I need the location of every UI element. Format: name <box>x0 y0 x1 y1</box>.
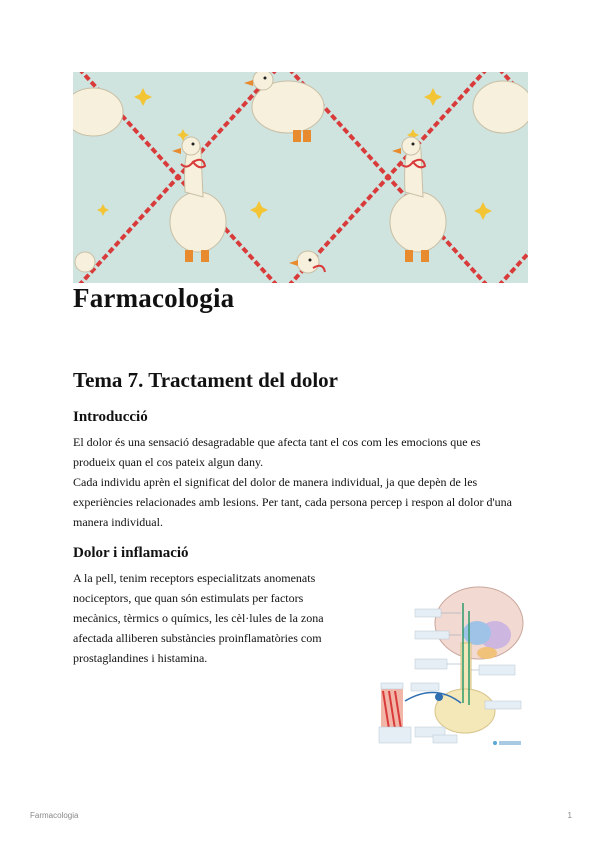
pain-pathway-diagram-icon <box>375 583 527 749</box>
footer-doc-title: Farmacologia <box>30 811 79 820</box>
banner-illustration <box>73 72 528 283</box>
topic-title: Tema 7. Tractament del dolor <box>73 368 339 392</box>
paragraph: A la pell, tenim receptors especialitzats anomenats nociceptors, que quan són estimulats per factors mecànics, tèrmics o químics, les cèl·lules de la zona afectada alliberen substàncies proinflamatòries com prostaglandines i histamina. <box>73 571 324 665</box>
page-number: 1 <box>567 811 572 820</box>
document-title: Farmacologia <box>73 283 235 313</box>
paragraph: Cada individu aprèn el significat del dolor de manera individual, ja que depèn de les experiències relacionades amb lesions. Per tant, cada persona percep i respon al dolor d'una manera individual. <box>73 475 512 529</box>
goose-pattern-icon <box>73 72 528 283</box>
section-heading-dolor-inflamacio: Dolor i inflamació <box>73 545 189 561</box>
section-heading-introduccio: Introducció <box>73 409 148 425</box>
paragraph: El dolor és una sensació desagradable que afecta tant el cos com les emocions que es produeix quan el cos pateix algun dany. <box>73 435 481 469</box>
pain-pathway-diagram <box>375 583 527 749</box>
